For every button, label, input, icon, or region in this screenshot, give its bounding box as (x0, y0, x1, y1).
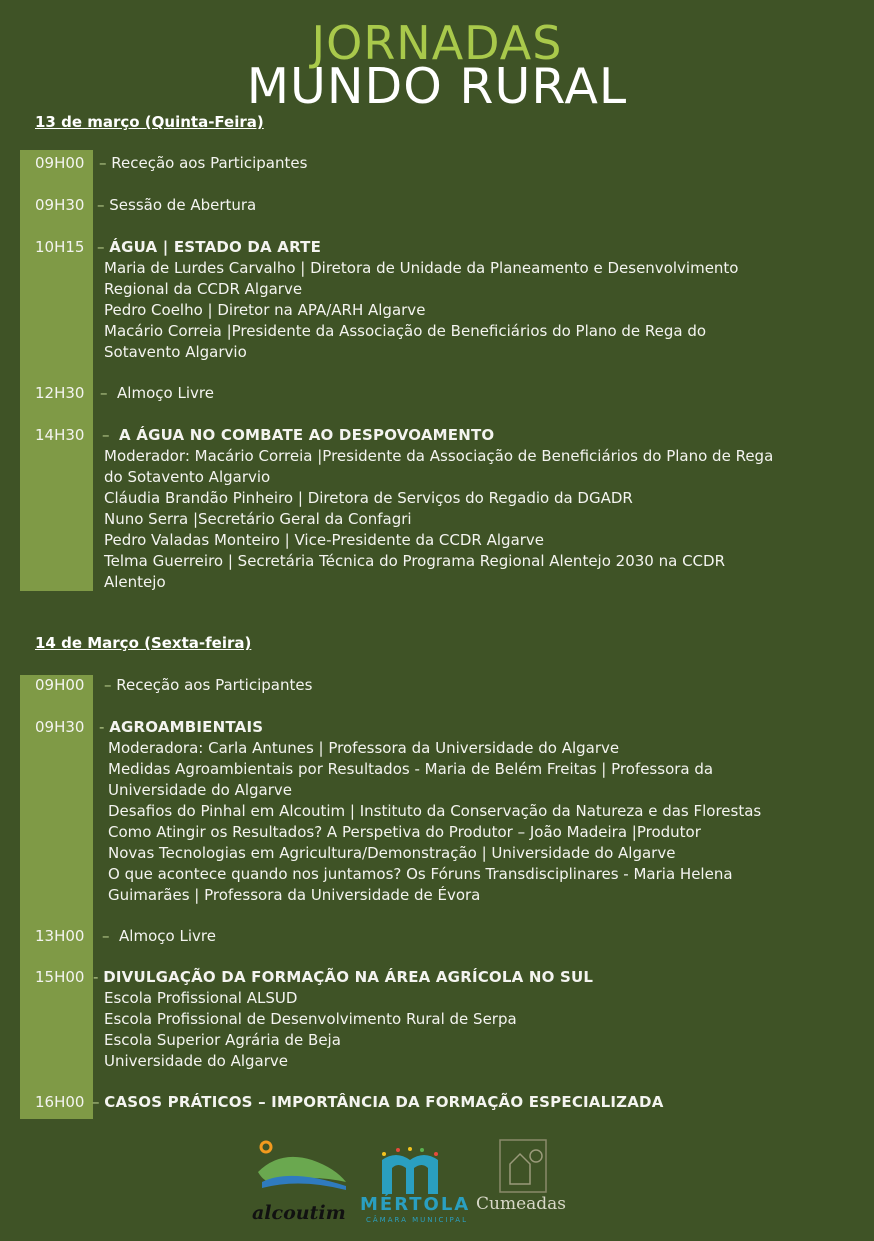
item-title: AGROAMBIENTAIS (109, 718, 264, 736)
time: 10H15 (35, 238, 85, 256)
time: 15H00 (35, 968, 85, 986)
title-mundo-rural: MUNDO RURAL (246, 58, 628, 115)
agenda-item: – Receção aos Participantes (104, 676, 313, 694)
agenda-item: – A ÁGUA NO COMBATE AO DESPOVOAMENTO (102, 426, 495, 444)
item-title: Receção aos Participantes (116, 676, 313, 694)
alcoutim-logo (250, 1138, 350, 1233)
mertola-emblem-icon (354, 1146, 474, 1196)
title-jornadas: JORNADAS (311, 16, 563, 70)
item-title: A ÁGUA NO COMBATE AO DESPOVOAMENTO (119, 426, 495, 444)
item-title: CASOS PRÁTICOS – IMPORTÂNCIA DA FORMAÇÃO ESPECIALIZADA (104, 1093, 664, 1111)
speaker-line: Moderador: Macário Correia |Presidente da Associação de Beneficiários do Plano de Rega (104, 447, 774, 465)
speaker-line: Moderadora: Carla Antunes | Professora da Universidade do Algarve (108, 739, 620, 757)
speaker-line: Telma Guerreiro | Secretária Técnica do Programa Regional Alentejo 2030 na CCDR (104, 552, 725, 570)
time: 09H30 (35, 196, 85, 214)
agenda-item: – CASOS PRÁTICOS – IMPORTÂNCIA DA FORMAÇÃO ESPECIALIZADA (92, 1093, 664, 1111)
time: 09H00 (35, 676, 85, 694)
day2-time-bar (20, 675, 93, 1119)
day1-date: 13 de março (Quinta-Feira) (35, 113, 264, 131)
mertola-subtext: CÂMARA MUNICIPAL (366, 1216, 468, 1224)
item-title: Receção aos Participantes (111, 154, 308, 172)
cumeadas-text: Cumeadas (476, 1194, 567, 1214)
mertola-logo (354, 1146, 474, 1236)
agenda-item: – ÁGUA | ESTADO DA ARTE (97, 238, 322, 256)
speaker-line: Nuno Serra |Secretário Geral da Confagri (104, 510, 412, 528)
time: 14H30 (35, 426, 85, 444)
item-title: DIVULGAÇÃO DA FORMAÇÃO NA ÁREA AGRÍCOLA NO SUL (103, 968, 594, 986)
speaker-line: Novas Tecnologias em Agricultura/Demonstração | Universidade do Algarve (108, 844, 676, 862)
agenda-item: – Almoço Livre (102, 927, 216, 945)
school-line: Universidade do Algarve (104, 1052, 289, 1070)
item-title: Almoço Livre (119, 927, 216, 945)
sponsor-logos (250, 1138, 580, 1238)
speaker-line: Universidade do Algarve (108, 781, 293, 799)
speaker-line: Sotavento Algarvio (104, 343, 247, 361)
day2-date: 14 de Março (Sexta-feira) (35, 634, 252, 652)
speaker-line: O que acontece quando nos juntamos? Os Fóruns Transdisciplinares - Maria Helena (108, 865, 733, 883)
agenda-item: - AGROAMBIENTAIS (99, 718, 264, 736)
alcoutim-text: alcoutim (252, 1202, 346, 1224)
school-line: Escola Superior Agrária de Beja (104, 1031, 341, 1049)
cumeadas-logo (476, 1138, 580, 1238)
speaker-line: Maria de Lurdes Carvalho | Diretora de Unidade da Planeamento e Desenvolvimento (104, 259, 739, 277)
mertola-text: MÉRTOLA (360, 1194, 471, 1215)
alcoutim-emblem-icon (250, 1138, 350, 1208)
agenda-item: - DIVULGAÇÃO DA FORMAÇÃO NA ÁREA AGRÍCOLA NO SUL (93, 968, 594, 986)
school-line: Escola Profissional de Desenvolvimento Rural de Serpa (104, 1010, 517, 1028)
speaker-line: Pedro Valadas Monteiro | Vice-Presidente da CCDR Algarve (104, 531, 545, 549)
speaker-line: Macário Correia |Presidente da Associação de Beneficiários do Plano de Rega do (104, 322, 707, 340)
agenda-item: – Sessão de Abertura (97, 196, 257, 214)
school-line: Escola Profissional ALSUD (104, 989, 298, 1007)
item-title: ÁGUA | ESTADO DA ARTE (109, 238, 322, 256)
speaker-line: Medidas Agroambientais por Resultados - Maria de Belém Freitas | Professora da (108, 760, 714, 778)
cumeadas-emblem-icon (476, 1138, 580, 1196)
speaker-line: Guimarães | Professora da Universidade de Évora (108, 886, 481, 904)
agenda-item: – Receção aos Participantes (99, 154, 308, 172)
time: 12H30 (35, 384, 85, 402)
speaker-line: Desafios do Pinhal em Alcoutim | Instituto da Conservação da Natureza e das Florestas (108, 802, 762, 820)
speaker-line: Como Atingir os Resultados? A Perspetiva do Produtor – João Madeira |Produtor (108, 823, 701, 841)
speaker-line: Cláudia Brandão Pinheiro | Diretora de Serviços do Regadio da DGADR (104, 489, 633, 507)
speaker-line: Alentejo (104, 573, 166, 591)
speaker-line: do Sotavento Algarvio (104, 468, 271, 486)
time: 13H00 (35, 927, 85, 945)
speaker-line: Pedro Coelho | Diretor na APA/ARH Algarve (104, 301, 426, 319)
item-title: Almoço Livre (117, 384, 214, 402)
time: 09H30 (35, 718, 85, 736)
time: 16H00 (35, 1093, 85, 1111)
day1-time-bar (20, 150, 93, 591)
item-title: Sessão de Abertura (109, 196, 257, 214)
speaker-line: Regional da CCDR Algarve (104, 280, 303, 298)
agenda-item: – Almoço Livre (100, 384, 214, 402)
time: 09H00 (35, 154, 85, 172)
